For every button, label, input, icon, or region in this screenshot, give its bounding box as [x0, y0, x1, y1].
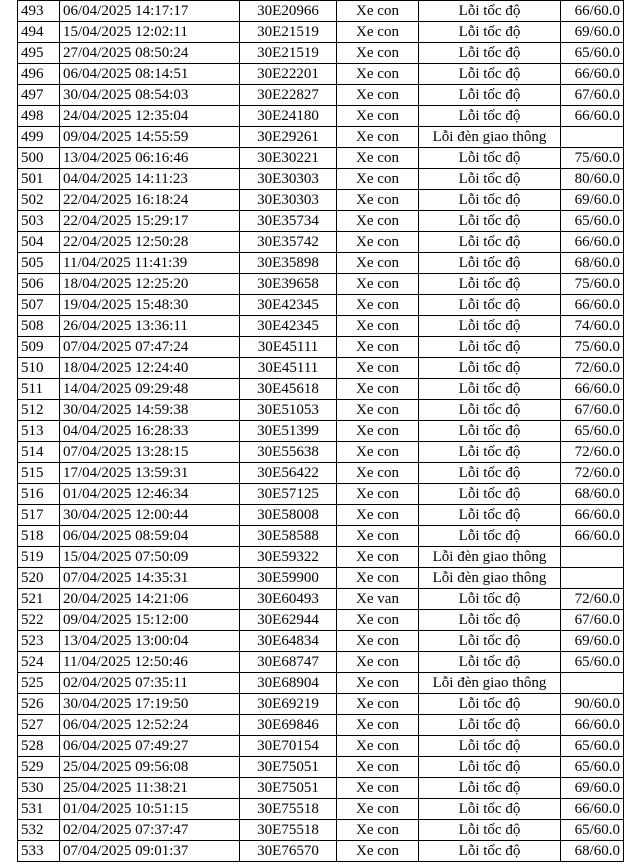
table-row [18, 232, 624, 253]
violation-time: 26/04/2025 13:36:11 [60, 316, 240, 337]
table-row [18, 736, 624, 757]
vehicle-type: Xe con [337, 715, 419, 736]
table-row [18, 442, 624, 463]
table-row [18, 43, 624, 64]
license-plate: 30E42345 [240, 295, 337, 316]
license-plate: 30E24180 [240, 106, 337, 127]
row-number: 506 [18, 274, 60, 295]
violation-time: 07/04/2025 13:28:15 [60, 442, 240, 463]
vehicle-type: Xe con [337, 568, 419, 589]
table-row [18, 337, 624, 358]
license-plate: 30E30303 [240, 190, 337, 211]
violation-type: Lỗi tốc độ [419, 841, 561, 862]
table-row [18, 778, 624, 799]
speed-reading: 69/60.0 [561, 190, 624, 211]
violation-type: Lỗi tốc độ [419, 400, 561, 421]
violation-time: 06/04/2025 08:59:04 [60, 526, 240, 547]
vehicle-type: Xe con [337, 652, 419, 673]
license-plate: 30E62944 [240, 610, 337, 631]
violation-time: 04/04/2025 14:11:23 [60, 169, 240, 190]
speed-reading: 66/60.0 [561, 715, 624, 736]
vehicle-type: Xe con [337, 295, 419, 316]
row-number: 518 [18, 526, 60, 547]
row-number: 524 [18, 652, 60, 673]
vehicle-type: Xe con [337, 799, 419, 820]
speed-reading: 65/60.0 [561, 820, 624, 841]
license-plate: 30E35734 [240, 211, 337, 232]
license-plate: 30E35742 [240, 232, 337, 253]
violation-time: 01/04/2025 10:51:15 [60, 799, 240, 820]
violation-time: 30/04/2025 12:00:44 [60, 505, 240, 526]
violation-time: 27/04/2025 08:50:24 [60, 43, 240, 64]
speed-reading: 66/60.0 [561, 505, 624, 526]
license-plate: 30E59322 [240, 547, 337, 568]
violation-type: Lỗi tốc độ [419, 484, 561, 505]
violation-type: Lỗi tốc độ [419, 778, 561, 799]
violation-time: 02/04/2025 07:37:47 [60, 820, 240, 841]
violation-time: 18/04/2025 12:24:40 [60, 358, 240, 379]
license-plate: 30E22827 [240, 85, 337, 106]
row-number: 525 [18, 673, 60, 694]
table-row [18, 1, 624, 22]
vehicle-type: Xe con [337, 211, 419, 232]
license-plate: 30E69846 [240, 715, 337, 736]
table-row [18, 526, 624, 547]
row-number: 495 [18, 43, 60, 64]
violation-type: Lỗi tốc độ [419, 799, 561, 820]
violation-time: 15/04/2025 07:50:09 [60, 547, 240, 568]
violation-time: 09/04/2025 14:55:59 [60, 127, 240, 148]
row-number: 498 [18, 106, 60, 127]
violation-time: 06/04/2025 08:14:51 [60, 64, 240, 85]
violation-time: 13/04/2025 13:00:04 [60, 631, 240, 652]
violation-time: 09/04/2025 15:12:00 [60, 610, 240, 631]
violation-type: Lỗi đèn giao thông [419, 673, 561, 694]
row-number: 521 [18, 589, 60, 610]
violation-type: Lỗi tốc độ [419, 253, 561, 274]
violation-type: Lỗi tốc độ [419, 274, 561, 295]
vehicle-type: Xe con [337, 337, 419, 358]
violation-type: Lỗi tốc độ [419, 1, 561, 22]
vehicle-type: Xe con [337, 421, 419, 442]
row-number: 520 [18, 568, 60, 589]
violation-type: Lỗi đèn giao thông [419, 568, 561, 589]
speed-reading: 67/60.0 [561, 400, 624, 421]
license-plate: 30E51053 [240, 400, 337, 421]
table-row [18, 22, 624, 43]
table-row [18, 484, 624, 505]
row-number: 531 [18, 799, 60, 820]
violation-type: Lỗi đèn giao thông [419, 547, 561, 568]
speed-reading: 65/60.0 [561, 736, 624, 757]
violation-time: 02/04/2025 07:35:11 [60, 673, 240, 694]
speed-reading: 66/60.0 [561, 799, 624, 820]
license-plate: 30E75518 [240, 820, 337, 841]
vehicle-type: Xe con [337, 610, 419, 631]
table-row [18, 589, 624, 610]
speed-reading [561, 673, 624, 694]
vehicle-type: Xe van [337, 589, 419, 610]
license-plate: 30E22201 [240, 64, 337, 85]
table-row [18, 568, 624, 589]
violation-time: 07/04/2025 09:01:37 [60, 841, 240, 862]
violation-type: Lỗi tốc độ [419, 736, 561, 757]
table-row [18, 505, 624, 526]
violation-type: Lỗi tốc độ [419, 64, 561, 85]
table-row [18, 757, 624, 778]
violation-type: Lỗi tốc độ [419, 85, 561, 106]
license-plate: 30E58008 [240, 505, 337, 526]
row-number: 512 [18, 400, 60, 421]
violation-time: 11/04/2025 11:41:39 [60, 253, 240, 274]
row-number: 510 [18, 358, 60, 379]
license-plate: 30E55638 [240, 442, 337, 463]
table-row [18, 673, 624, 694]
speed-reading: 68/60.0 [561, 841, 624, 862]
violation-time: 04/04/2025 16:28:33 [60, 421, 240, 442]
speed-reading: 80/60.0 [561, 169, 624, 190]
row-number: 533 [18, 841, 60, 862]
vehicle-type: Xe con [337, 526, 419, 547]
row-number: 519 [18, 547, 60, 568]
violation-time: 06/04/2025 12:52:24 [60, 715, 240, 736]
row-number: 493 [18, 1, 60, 22]
speed-reading: 68/60.0 [561, 253, 624, 274]
violation-type: Lỗi tốc độ [419, 43, 561, 64]
row-number: 522 [18, 610, 60, 631]
violation-type: Lỗi tốc độ [419, 631, 561, 652]
violation-type: Lỗi tốc độ [419, 358, 561, 379]
table-row [18, 358, 624, 379]
speed-reading: 65/60.0 [561, 421, 624, 442]
row-number: 499 [18, 127, 60, 148]
violation-type: Lỗi tốc độ [419, 610, 561, 631]
row-number: 527 [18, 715, 60, 736]
license-plate: 30E30221 [240, 148, 337, 169]
vehicle-type: Xe con [337, 442, 419, 463]
license-plate: 30E45618 [240, 379, 337, 400]
table-row [18, 85, 624, 106]
license-plate: 30E30303 [240, 169, 337, 190]
violation-type: Lỗi tốc độ [419, 379, 561, 400]
row-number: 508 [18, 316, 60, 337]
row-number: 516 [18, 484, 60, 505]
speed-reading: 75/60.0 [561, 274, 624, 295]
violation-time: 18/04/2025 12:25:20 [60, 274, 240, 295]
speed-reading: 72/60.0 [561, 463, 624, 484]
row-number: 502 [18, 190, 60, 211]
row-number: 509 [18, 337, 60, 358]
violation-type: Lỗi tốc độ [419, 505, 561, 526]
license-plate: 30E64834 [240, 631, 337, 652]
vehicle-type: Xe con [337, 463, 419, 484]
row-number: 530 [18, 778, 60, 799]
violation-type: Lỗi tốc độ [419, 421, 561, 442]
violations-table [17, 0, 624, 862]
violation-type: Lỗi tốc độ [419, 148, 561, 169]
vehicle-type: Xe con [337, 148, 419, 169]
violation-type: Lỗi tốc độ [419, 106, 561, 127]
table-row [18, 253, 624, 274]
violation-type: Lỗi tốc độ [419, 694, 561, 715]
vehicle-type: Xe con [337, 400, 419, 421]
vehicle-type: Xe con [337, 106, 419, 127]
row-number: 529 [18, 757, 60, 778]
table-row [18, 841, 624, 862]
row-number: 514 [18, 442, 60, 463]
vehicle-type: Xe con [337, 169, 419, 190]
violation-type: Lỗi đèn giao thông [419, 127, 561, 148]
speed-reading: 66/60.0 [561, 1, 624, 22]
vehicle-type: Xe con [337, 85, 419, 106]
license-plate: 30E59900 [240, 568, 337, 589]
violation-type: Lỗi tốc độ [419, 526, 561, 547]
license-plate: 30E45111 [240, 337, 337, 358]
table-row [18, 148, 624, 169]
license-plate: 30E75051 [240, 757, 337, 778]
violation-time: 22/04/2025 15:29:17 [60, 211, 240, 232]
violation-time: 17/04/2025 13:59:31 [60, 463, 240, 484]
speed-reading: 90/60.0 [561, 694, 624, 715]
vehicle-type: Xe con [337, 673, 419, 694]
license-plate: 30E58588 [240, 526, 337, 547]
violation-type: Lỗi tốc độ [419, 169, 561, 190]
violation-time: 20/04/2025 14:21:06 [60, 589, 240, 610]
speed-reading: 67/60.0 [561, 85, 624, 106]
vehicle-type: Xe con [337, 127, 419, 148]
license-plate: 30E75051 [240, 778, 337, 799]
license-plate: 30E20966 [240, 1, 337, 22]
vehicle-type: Xe con [337, 505, 419, 526]
speed-reading [561, 127, 624, 148]
speed-reading [561, 547, 624, 568]
vehicle-type: Xe con [337, 253, 419, 274]
vehicle-type: Xe con [337, 232, 419, 253]
speed-reading: 75/60.0 [561, 337, 624, 358]
speed-reading: 75/60.0 [561, 148, 624, 169]
row-number: 496 [18, 64, 60, 85]
table-row [18, 820, 624, 841]
license-plate: 30E57125 [240, 484, 337, 505]
violation-type: Lỗi tốc độ [419, 22, 561, 43]
speed-reading: 72/60.0 [561, 358, 624, 379]
speed-reading: 66/60.0 [561, 379, 624, 400]
row-number: 505 [18, 253, 60, 274]
row-number: 526 [18, 694, 60, 715]
violation-time: 06/04/2025 14:17:17 [60, 1, 240, 22]
license-plate: 30E21519 [240, 43, 337, 64]
table-row [18, 463, 624, 484]
vehicle-type: Xe con [337, 631, 419, 652]
violations-table-body [18, 1, 624, 862]
vehicle-type: Xe con [337, 736, 419, 757]
speed-reading: 66/60.0 [561, 106, 624, 127]
vehicle-type: Xe con [337, 778, 419, 799]
violation-time: 13/04/2025 06:16:46 [60, 148, 240, 169]
row-number: 497 [18, 85, 60, 106]
violation-type: Lỗi tốc độ [419, 295, 561, 316]
violation-type: Lỗi tốc độ [419, 190, 561, 211]
speed-reading: 66/60.0 [561, 526, 624, 547]
violation-time: 14/04/2025 09:29:48 [60, 379, 240, 400]
vehicle-type: Xe con [337, 274, 419, 295]
speed-reading: 65/60.0 [561, 652, 624, 673]
license-plate: 30E68747 [240, 652, 337, 673]
table-row [18, 421, 624, 442]
row-number: 503 [18, 211, 60, 232]
table-row [18, 715, 624, 736]
vehicle-type: Xe con [337, 358, 419, 379]
violation-type: Lỗi tốc độ [419, 757, 561, 778]
speed-reading [561, 568, 624, 589]
row-number: 523 [18, 631, 60, 652]
violation-type: Lỗi tốc độ [419, 715, 561, 736]
table-row [18, 190, 624, 211]
speed-reading: 66/60.0 [561, 64, 624, 85]
license-plate: 30E39658 [240, 274, 337, 295]
vehicle-type: Xe con [337, 43, 419, 64]
vehicle-type: Xe con [337, 64, 419, 85]
table-row [18, 127, 624, 148]
license-plate: 30E70154 [240, 736, 337, 757]
table-row [18, 316, 624, 337]
violation-time: 22/04/2025 12:50:28 [60, 232, 240, 253]
license-plate: 30E21519 [240, 22, 337, 43]
speed-reading: 72/60.0 [561, 589, 624, 610]
violation-type: Lỗi tốc độ [419, 652, 561, 673]
row-number: 528 [18, 736, 60, 757]
row-number: 511 [18, 379, 60, 400]
speed-reading: 68/60.0 [561, 484, 624, 505]
row-number: 517 [18, 505, 60, 526]
license-plate: 30E69219 [240, 694, 337, 715]
speed-reading: 65/60.0 [561, 211, 624, 232]
table-row [18, 274, 624, 295]
violation-time: 30/04/2025 14:59:38 [60, 400, 240, 421]
speed-reading: 69/60.0 [561, 22, 624, 43]
vehicle-type: Xe con [337, 547, 419, 568]
license-plate: 30E51399 [240, 421, 337, 442]
table-row [18, 694, 624, 715]
violation-time: 30/04/2025 08:54:03 [60, 85, 240, 106]
violation-time: 30/04/2025 17:19:50 [60, 694, 240, 715]
table-row [18, 610, 624, 631]
violation-time: 07/04/2025 07:47:24 [60, 337, 240, 358]
violation-time: 01/04/2025 12:46:34 [60, 484, 240, 505]
violation-time: 06/04/2025 07:49:27 [60, 736, 240, 757]
speed-reading: 69/60.0 [561, 778, 624, 799]
speed-reading: 66/60.0 [561, 232, 624, 253]
violation-time: 15/04/2025 12:02:11 [60, 22, 240, 43]
violation-time: 25/04/2025 11:38:21 [60, 778, 240, 799]
speed-reading: 74/60.0 [561, 316, 624, 337]
license-plate: 30E42345 [240, 316, 337, 337]
speed-reading: 67/60.0 [561, 610, 624, 631]
license-plate: 30E45111 [240, 358, 337, 379]
vehicle-type: Xe con [337, 379, 419, 400]
table-row [18, 211, 624, 232]
license-plate: 30E29261 [240, 127, 337, 148]
speed-reading: 65/60.0 [561, 757, 624, 778]
violation-type: Lỗi tốc độ [419, 316, 561, 337]
violation-type: Lỗi tốc độ [419, 463, 561, 484]
table-row [18, 64, 624, 85]
vehicle-type: Xe con [337, 1, 419, 22]
table-row [18, 106, 624, 127]
table-row [18, 631, 624, 652]
row-number: 532 [18, 820, 60, 841]
row-number: 500 [18, 148, 60, 169]
vehicle-type: Xe con [337, 316, 419, 337]
table-row [18, 169, 624, 190]
speed-reading: 69/60.0 [561, 631, 624, 652]
row-number: 504 [18, 232, 60, 253]
violations-table-container [17, 0, 623, 862]
license-plate: 30E76570 [240, 841, 337, 862]
speed-reading: 72/60.0 [561, 442, 624, 463]
table-row [18, 379, 624, 400]
vehicle-type: Xe con [337, 841, 419, 862]
license-plate: 30E56422 [240, 463, 337, 484]
vehicle-type: Xe con [337, 694, 419, 715]
violation-time: 25/04/2025 09:56:08 [60, 757, 240, 778]
violation-time: 22/04/2025 16:18:24 [60, 190, 240, 211]
row-number: 513 [18, 421, 60, 442]
row-number: 507 [18, 295, 60, 316]
vehicle-type: Xe con [337, 484, 419, 505]
violation-time: 11/04/2025 12:50:46 [60, 652, 240, 673]
violation-type: Lỗi tốc độ [419, 337, 561, 358]
license-plate: 30E75518 [240, 799, 337, 820]
violation-type: Lỗi tốc độ [419, 589, 561, 610]
license-plate: 30E60493 [240, 589, 337, 610]
violation-time: 07/04/2025 14:35:31 [60, 568, 240, 589]
vehicle-type: Xe con [337, 22, 419, 43]
table-row [18, 799, 624, 820]
table-row [18, 295, 624, 316]
speed-reading: 66/60.0 [561, 295, 624, 316]
speed-reading: 65/60.0 [561, 43, 624, 64]
license-plate: 30E68904 [240, 673, 337, 694]
vehicle-type: Xe con [337, 757, 419, 778]
violation-type: Lỗi tốc độ [419, 442, 561, 463]
violation-type: Lỗi tốc độ [419, 211, 561, 232]
row-number: 501 [18, 169, 60, 190]
license-plate: 30E35898 [240, 253, 337, 274]
vehicle-type: Xe con [337, 190, 419, 211]
violation-type: Lỗi tốc độ [419, 820, 561, 841]
violation-time: 24/04/2025 12:35:04 [60, 106, 240, 127]
vehicle-type: Xe con [337, 820, 419, 841]
table-row [18, 547, 624, 568]
violation-time: 19/04/2025 15:48:30 [60, 295, 240, 316]
violation-type: Lỗi tốc độ [419, 232, 561, 253]
row-number: 515 [18, 463, 60, 484]
table-row [18, 652, 624, 673]
table-row [18, 400, 624, 421]
row-number: 494 [18, 22, 60, 43]
